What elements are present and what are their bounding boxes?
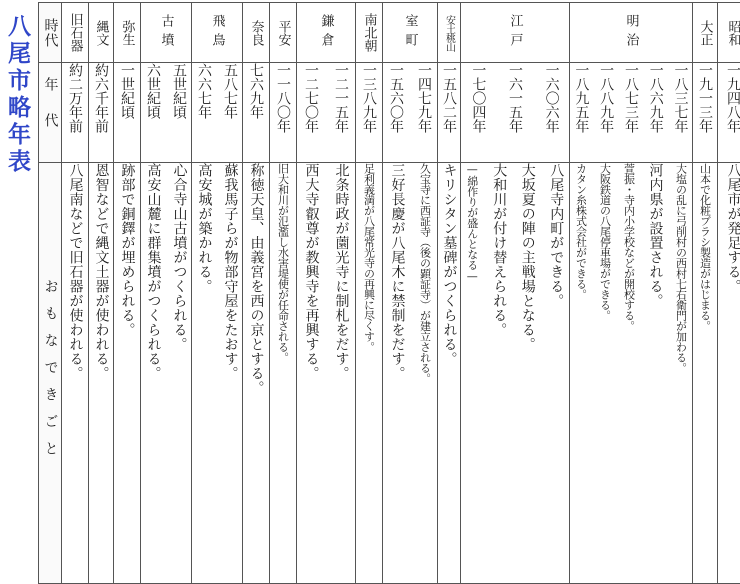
- page-title: 八尾市略年表: [4, 14, 30, 176]
- year-header-cell: 年代: [39, 63, 62, 163]
- events-edo: 八尾寺内町ができる。 大坂夏の陣の主戦場となる。 大和川が付け替えられる。 —綿作りが盛んとなる—: [461, 163, 570, 584]
- era-asuka: 飛鳥: [192, 3, 243, 63]
- events-yayoi: 跡部で銅鐸が埋められる。: [114, 163, 141, 584]
- events-nara: 称徳天皇、由義宮を西の京とする。: [243, 163, 270, 584]
- era-muromachi: 室町: [383, 3, 438, 63]
- events-taisho: 山本で化粧ブラシ製造がはじまる。: [693, 163, 718, 584]
- events-jomon: 恩智などで縄文土器が使われる。: [89, 163, 114, 584]
- era-jomon: 縄文: [89, 3, 114, 63]
- years-asuka: 五八七年 六六七年: [192, 63, 243, 163]
- era-paleo: 旧石器: [62, 3, 89, 63]
- events-asuka: 蘇我馬子らが物部守屋をたおす。 高安城が築かれる。: [192, 163, 243, 584]
- events-nanbokucho: 足利義満が八尾常光寺の再興に尽くす。: [356, 163, 383, 584]
- events-paleo: 八尾南などで旧石器が使われる。: [62, 163, 89, 584]
- era-taisho: 大正: [693, 3, 718, 63]
- era-row: [39, 3, 740, 63]
- era-header-cell: 時代: [39, 3, 62, 63]
- years-heian: 一一八〇年: [270, 63, 297, 163]
- year-row: [39, 63, 740, 163]
- era-nara: 奈良: [243, 3, 270, 63]
- events-kamakura: 北条時政が薗光寺に制札をだす。 西大寺叡尊が教興寺を再興する。: [297, 163, 356, 584]
- era-edo: 江戸: [461, 3, 570, 63]
- timeline-table: [38, 2, 740, 584]
- events-azuchimomoyama: キリシタン墓碑がつくられる。: [438, 163, 461, 584]
- events-showa: 八尾市が発足する。: [718, 163, 740, 584]
- era-yayoi: 弥生: [114, 3, 141, 63]
- events-muromachi: 久宝寺に西証寺（後の顕証寺）が建立される。 三好長慶が八尾木に禁制をだす。: [383, 163, 438, 584]
- years-azuchimomoyama: 一五八二年: [438, 63, 461, 163]
- years-kamakura: 一二一五年 一二七〇年: [297, 63, 356, 163]
- years-meiji: 一八三七年 一八六九年 一八七三年 一八八九年 一八九五年: [570, 63, 693, 163]
- years-edo: 一六〇六年 一六一五年 一七〇四年: [461, 63, 570, 163]
- events-kofun: 心合寺山古墳がつくられる。 高安山麓に群集墳がつくられる。: [141, 163, 192, 584]
- events-heian: 旧大和川が氾濫し水害堤使が任命される。: [270, 163, 297, 584]
- years-taisho: 一九一三年: [693, 63, 718, 163]
- era-kofun: 古墳: [141, 3, 192, 63]
- era-meiji: 明治: [570, 3, 693, 63]
- years-muromachi: 一四七九年 一五六〇年: [383, 63, 438, 163]
- years-paleo: 約二万年前: [62, 63, 89, 163]
- events-header-cell: おもなできごと: [39, 163, 62, 584]
- events-meiji: 大塩の乱に弓削村の西村七右衛門が加わる。 河内県が設置される。 萱振・寺内小学校などが開校する。 大阪鉄道の八尾停車場ができる。 カタン糸株式会社ができる。: [570, 163, 693, 584]
- years-showa: 一九四八年: [718, 63, 740, 163]
- era-azuchimomoyama: 安土桃山: [438, 3, 461, 63]
- years-nara: 七六九年: [243, 63, 270, 163]
- event-row: [39, 163, 740, 584]
- era-showa: 昭和: [718, 3, 740, 63]
- era-heian: 平安: [270, 3, 297, 63]
- years-yayoi: 一世紀頃: [114, 63, 141, 163]
- era-nanbokucho: 南北朝: [356, 3, 383, 63]
- years-nanbokucho: 一三八九年: [356, 63, 383, 163]
- years-jomon: 約六千年前: [89, 63, 114, 163]
- era-kamakura: 鎌倉: [297, 3, 356, 63]
- years-kofun: 五世紀頃 六世紀頃: [141, 63, 192, 163]
